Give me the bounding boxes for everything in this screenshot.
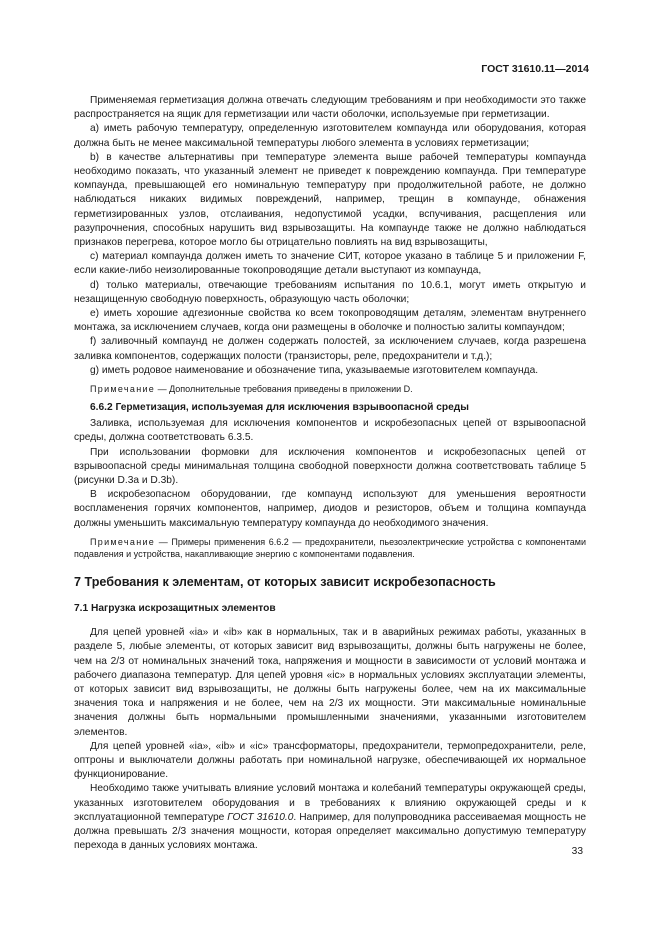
standard-header: ГОСТ 31610.11—2014	[481, 63, 589, 75]
note-label: Примечание	[90, 384, 156, 395]
heading-7-1: 7.1 Нагрузка искрозащитных элементов	[74, 602, 276, 614]
page-number: 33	[571, 846, 583, 857]
note-label: Примечание	[90, 536, 156, 547]
paragraph-662-3: В искробезопасном оборудовании, где компаунд используют для уменьшения вероятности воспламенения горячих компонентов, например, диодов и резисторов, объем и толщина компаунда должны уменьшить максимальную температуру компаунда до необходимого значения.	[74, 489, 586, 529]
page-content	[74, 94, 586, 853]
list-item-e: е) иметь хорошие адгезионные свойства ко всем токопроводящим деталям, элементам внутреннего монтажа, за исключением случаев, когда они размещены в оболочке и полностью залиты компаундом;	[74, 308, 586, 334]
list-item-d: d) только материалы, отвечающие требованиям испытания по 10.6.1, могут иметь открытую и незащищенную свободную поверхность, образующую часть оболочки;	[74, 279, 586, 305]
note-text: — Примеры применения 6.6.2 — предохранители, пьезоэлектрические устройства с компонентами подавления и устройства, накапливающие энергию с компонентами подавления.	[74, 536, 586, 559]
list-item-f: f) заливочный компаунд не должен содержать полостей, за исключением случаев, когда разрешена заливка компонентов, содержащих полости (транзисторы, реле, предохранители и т.д.);	[74, 336, 586, 362]
standard-reference: ГОСТ 31610.0	[227, 811, 294, 823]
heading-6-6-2: 6.6.2 Герметизация, используемая для исключения взрывоопасной среды	[90, 402, 469, 414]
paragraph-71-1: Для цепей уровней «ia» и «ib» как в нормальных, так и в аварийных режимах работы, указанных в разделе 5, любые элементы, от которых зависит вид взрывозащиты, должны быть нагружены не более, чем на 2/3 от номинальных значений тока, напряжения и мощности в зависимости от условий монтажа и рабочего диапазона температур. Для цепей уровня «ic» в нормальных условиях эксплуатации элементы, от которых зависит вид взрывозащиты, не должны быть нагружены более, чем на их максимальные значения тока и напряжения и не более, чем на 2/3 их мощности. Эти максимальные номинальные значения должны быть нормальными промышленными значениями, указанными изготовителем элементов.	[74, 627, 586, 738]
note-1	[74, 383, 586, 395]
paragraph-intro: Применяемая герметизация должна отвечать следующим требованиям и при необходимости это также распространяется на ящик для герметизации или части оболочки, используемые при герметизации.	[74, 95, 586, 121]
paragraph-71-2: Для цепей уровней «ia», «ib» и «ic» трансформаторы, предохранители, термопредохранители, реле, оптроны и выключатели должны работать при номинальной нагрузке, обеспечивающей их нормальное функционирование.	[74, 740, 586, 781]
paragraph-71-3	[74, 782, 586, 853]
list-item-c: с) материал компаунда должен иметь то значение СИТ, которое указано в таблице 5 и приложении F, если какие-либо неизолированные токопроводящие детали выступают из компаунда,	[74, 251, 586, 277]
heading-section-7: 7 Требования к элементам, от которых зависит искробезопасность	[74, 574, 496, 589]
paragraph-662-1: Заливка, используемая для исключения компонентов и искробезопасных цепей от взрывоопасной среды, должна соответствовать 6.3.5.	[74, 418, 586, 444]
note-text: — Дополнительные требования приведены в приложении D.	[155, 384, 413, 395]
list-item-g: g) иметь родовое наименование и обозначение типа, указываемые изготовителем компаунда.	[90, 364, 539, 376]
paragraph-662-2: При использовании формовки для исключения компонентов и искробезопасных цепей от взрывоопасной среды минимальная толщина свободной поверхности должна соответствовать таблице 5 (рисунки D.3a и D.3b).	[74, 446, 586, 487]
paragraph-71-3-start: Необходимо также учитывать влияние условий монтажа и колебаний температуры окружающей среды, указанных изготовителем оборудования и в требованиях к влиянию окружающей среды и к эксплуатационной температуре	[74, 783, 586, 823]
note-2	[74, 536, 586, 560]
list-item-b: b) в качестве альтернативы при температуре элемента выше рабочей температуры компаунда необходимо показать, что указанный элемент не приведет к повреждению компаунда. При температуре компаунда, превышающей его номинальную температуру при продолжительной работе, не должно наблюдаться никаких видимых повреждений, например, трещин в компаунде, обнажения герметизированных узлов, отслаивания, недопустимой усадки, вспучивания, расщепления или разупрочнения, способных нарушить вид взрывозащиты. На компаунде также не должно наблюдаться признаков перегрева, которое могло бы отрицательно повлиять на вид взрывозащиты,	[74, 151, 586, 249]
paragraph-71-3-end: . Например, для полупроводника рассеиваемая мощность не должна превышать 2/3 значения мощности, которая определяет максимально допустимую температуру перехода в данных условиях монтажа.	[74, 811, 586, 852]
list-item-a: а) иметь рабочую температуру, определенную изготовителем компаунда или оборудования, которая должна быть не менее максимальной температуры любого элемента в условиях герметизации;	[74, 123, 586, 149]
